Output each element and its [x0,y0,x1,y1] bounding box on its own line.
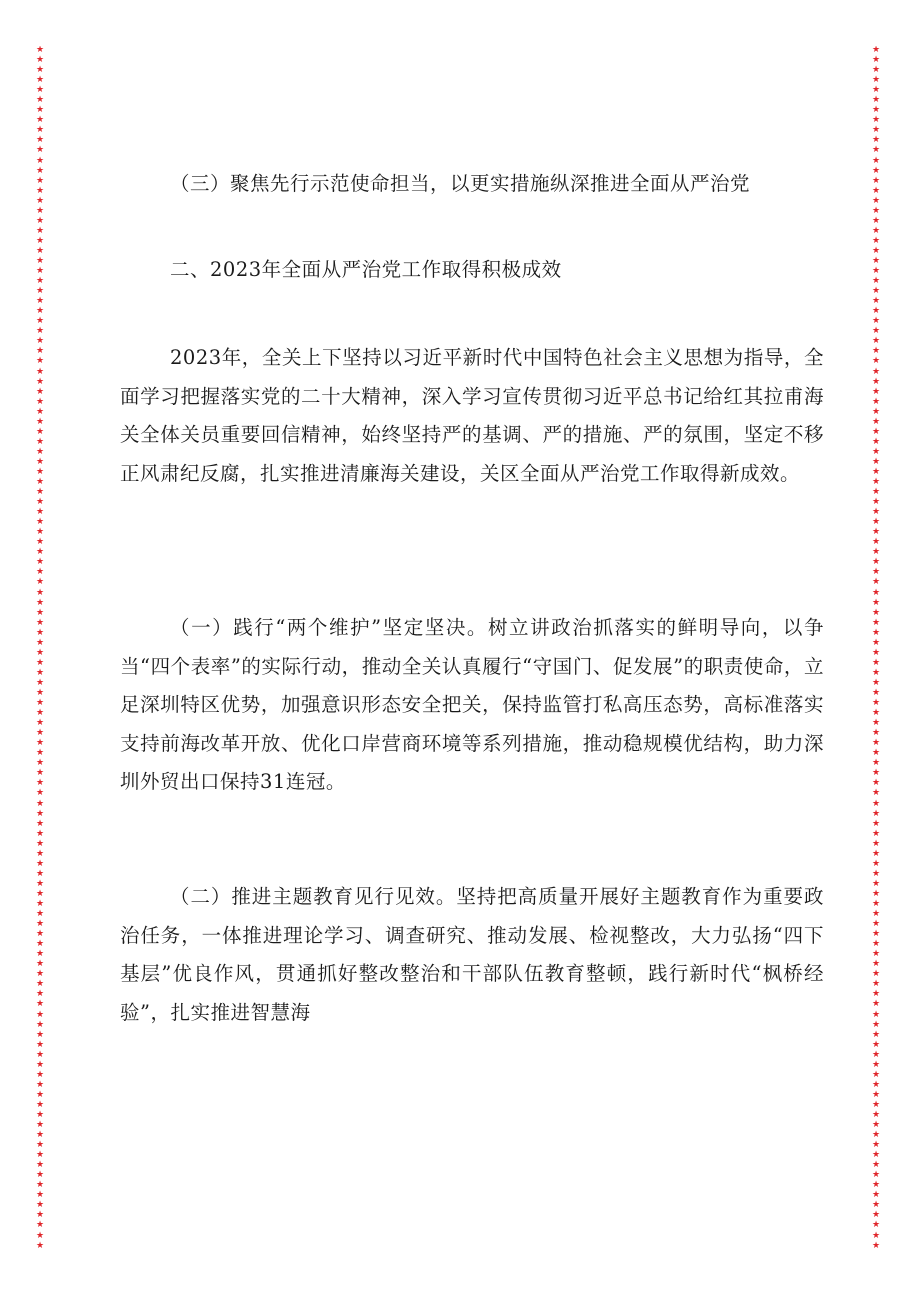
star-icon: ★ [871,577,881,588]
star-icon: ★ [35,235,45,246]
star-icon: ★ [871,698,881,709]
star-icon: ★ [871,185,881,196]
star-icon: ★ [871,356,881,367]
star-icon: ★ [871,949,881,960]
star-icon: ★ [35,1109,45,1120]
star-icon: ★ [871,808,881,819]
star-icon: ★ [35,195,45,206]
star-icon: ★ [35,868,45,879]
star-icon: ★ [871,245,881,256]
star-icon: ★ [35,527,45,538]
star-icon: ★ [35,165,45,176]
star-icon: ★ [871,888,881,899]
star-icon: ★ [871,336,881,347]
star-icon: ★ [35,1009,45,1020]
star-icon: ★ [35,1079,45,1090]
star-icon: ★ [35,1130,45,1141]
star-icon: ★ [871,416,881,427]
star-icon: ★ [871,828,881,839]
star-icon: ★ [35,105,45,116]
star-icon: ★ [35,688,45,698]
star-icon: ★ [871,868,881,879]
star-icon: ★ [35,296,45,307]
star-icon: ★ [35,306,45,317]
star-icon: ★ [35,999,45,1010]
star-icon: ★ [871,1069,881,1080]
star-icon: ★ [871,316,881,327]
star-icon: ★ [35,416,45,427]
star-icon: ★ [871,979,881,990]
star-icon: ★ [35,1200,45,1211]
star-icon: ★ [871,85,881,96]
star-icon: ★ [35,1160,45,1171]
star-icon: ★ [35,728,45,739]
star-icon: ★ [871,738,881,749]
star-icon: ★ [35,929,45,940]
star-icon: ★ [35,607,45,618]
star-icon: ★ [871,778,881,789]
star-icon: ★ [35,175,45,186]
star-icon: ★ [35,798,45,809]
star-icon: ★ [871,1210,881,1221]
star-icon: ★ [871,276,881,287]
star-icon: ★ [35,547,45,558]
star-icon: ★ [35,225,45,236]
star-icon: ★ [871,1240,881,1251]
star-icon: ★ [35,969,45,980]
star-icon: ★ [871,1079,881,1090]
star-icon: ★ [35,557,45,568]
star-icon: ★ [871,677,881,688]
star-icon: ★ [871,1039,881,1050]
star-icon: ★ [871,607,881,618]
star-icon: ★ [871,1160,881,1171]
star-icon: ★ [871,1059,881,1070]
star-icon: ★ [35,55,45,66]
star-icon: ★ [35,386,45,397]
star-icon: ★ [35,979,45,990]
star-icon: ★ [35,1049,45,1060]
star-icon: ★ [871,657,881,668]
star-icon: ★ [35,888,45,899]
star-icon: ★ [35,898,45,909]
star-icon: ★ [871,627,881,638]
star-icon: ★ [871,466,881,477]
subheading-three: （三）聚焦先行示范使命担当，以更实措施纵深推进全面从严治党 [170,172,751,195]
star-icon: ★ [871,1180,881,1191]
star-icon: ★ [871,567,881,578]
star-icon: ★ [871,647,881,658]
star-icon: ★ [871,537,881,548]
star-icon: ★ [35,1210,45,1221]
star-icon: ★ [871,1049,881,1060]
star-icon: ★ [871,1150,881,1161]
star-icon: ★ [871,728,881,739]
star-icon: ★ [35,587,45,598]
star-icon: ★ [871,517,881,528]
section-heading-two: 二、2023年全面从严治党工作取得积极成效 [170,258,562,281]
star-icon: ★ [35,537,45,548]
star-icon: ★ [35,356,45,367]
star-icon: ★ [35,858,45,869]
star-icon: ★ [35,597,45,608]
star-icon: ★ [871,1230,881,1241]
star-icon: ★ [35,517,45,528]
star-icon: ★ [871,1109,881,1120]
star-icon: ★ [871,436,881,447]
star-icon: ★ [871,909,881,920]
star-icon: ★ [871,306,881,317]
star-icon: ★ [871,296,881,307]
star-icon: ★ [35,1089,45,1100]
star-icon: ★ [871,507,881,518]
star-icon: ★ [35,185,45,196]
star-icon: ★ [871,386,881,397]
star-icon: ★ [871,748,881,759]
star-icon: ★ [871,848,881,859]
star-icon: ★ [35,1039,45,1050]
star-icon: ★ [35,1220,45,1231]
star-icon: ★ [871,155,881,166]
star-icon: ★ [35,768,45,779]
intro-paragraph: 2023年，全关上下坚持以习近平新时代中国特色社会主义思想为指导，全面学习把握落实党的二十大精神，深入学习宣传贯彻习近平总书记给红其拉甫海关全体关员重要回信精神，始终坚持严的基调、严的措施、严的氛围，坚定不移正风肃纪反腐，扎实推进清廉海关建设，关区全面从严治党工作取得新成效。 [120,346,824,485]
star-icon: ★ [35,677,45,688]
star-icon: ★ [871,708,881,719]
star-icon: ★ [35,155,45,166]
star-icon: ★ [871,426,881,437]
star-icon: ★ [35,919,45,930]
star-icon: ★ [871,989,881,1000]
star-icon: ★ [35,1029,45,1040]
star-icon: ★ [871,637,881,648]
paragraph-one: （一）践行“两个维护”坚定坚决。树立讲政治抓落实的鲜明导向，以争当“四个表率”的实际行动，推动全关认真履行“守国门、促发展”的职责使命，立足深圳特区优势，加强意识形态安全把关，保持监管打私高压态势，高标准落实支持前海改革开放、优化口岸营商环境等系列措施，推动稳规模优结构，助力深圳外贸出口保持31连冠。 [120,616,824,793]
star-icon: ★ [871,919,881,930]
star-icon: ★ [35,1069,45,1080]
star-icon: ★ [35,255,45,266]
star-icon: ★ [35,617,45,628]
star-icon: ★ [35,778,45,789]
star-icon: ★ [871,1200,881,1211]
star-icon: ★ [35,647,45,658]
star-icon: ★ [871,115,881,126]
star-icon: ★ [871,898,881,909]
star-icon: ★ [35,466,45,477]
star-icon: ★ [871,617,881,628]
star-icon: ★ [871,225,881,236]
star-icon: ★ [35,46,45,55]
star-icon: ★ [35,1180,45,1191]
star-icon: ★ [871,65,881,76]
star-icon: ★ [871,1120,881,1131]
star-icon: ★ [35,507,45,518]
star-icon: ★ [871,597,881,608]
star-icon: ★ [871,557,881,568]
star-icon: ★ [35,336,45,347]
left-star-border [34,46,46,1252]
star-icon: ★ [35,376,45,387]
star-icon: ★ [35,286,45,297]
star-icon: ★ [871,1130,881,1141]
star-icon: ★ [35,1019,45,1030]
star-icon: ★ [871,497,881,508]
star-icon: ★ [871,145,881,156]
star-icon: ★ [871,858,881,869]
star-icon: ★ [871,768,881,779]
star-icon: ★ [35,738,45,749]
paragraph-two: （二）推进主题教育见行见效。坚持把高质量开展好主题教育作为重要政治任务，一体推进理论学习、调查研究、推动发展、检视整改，大力弘扬“四下基层”优良作风，贯通抓好整改整治和干部队伍教育整顿，践行新时代“枫桥经验”，扎实推进智慧海 [120,885,824,1024]
star-icon: ★ [871,959,881,970]
star-icon: ★ [35,326,45,337]
star-icon: ★ [871,939,881,950]
star-icon: ★ [871,235,881,246]
star-icon: ★ [871,1190,881,1201]
star-icon: ★ [871,396,881,407]
star-icon: ★ [35,477,45,488]
star-icon: ★ [871,688,881,698]
star-icon: ★ [871,1220,881,1231]
star-icon: ★ [871,75,881,86]
star-icon: ★ [871,1099,881,1110]
star-icon: ★ [871,1019,881,1030]
star-icon: ★ [871,878,881,889]
star-icon: ★ [35,567,45,578]
star-icon: ★ [871,1089,881,1100]
star-icon: ★ [35,1230,45,1241]
star-icon: ★ [35,426,45,437]
right-star-border [870,46,882,1252]
star-icon: ★ [871,487,881,498]
star-icon: ★ [35,1150,45,1161]
star-icon: ★ [35,718,45,729]
star-icon: ★ [35,1140,45,1151]
star-icon: ★ [35,446,45,457]
star-icon: ★ [35,637,45,648]
star-icon: ★ [35,828,45,839]
star-icon: ★ [35,748,45,759]
star-icon: ★ [35,205,45,216]
star-icon: ★ [35,627,45,638]
star-icon: ★ [35,115,45,126]
star-icon: ★ [871,788,881,799]
star-icon: ★ [35,75,45,86]
star-icon: ★ [871,286,881,297]
star-icon: ★ [871,1029,881,1040]
star-icon: ★ [35,487,45,498]
star-icon: ★ [35,1099,45,1110]
star-icon: ★ [871,255,881,266]
star-icon: ★ [871,547,881,558]
star-icon: ★ [871,366,881,377]
star-icon: ★ [35,1240,45,1251]
star-icon: ★ [871,527,881,538]
star-icon: ★ [35,266,45,277]
star-icon: ★ [35,215,45,226]
star-icon: ★ [871,205,881,216]
star-icon: ★ [35,1059,45,1070]
star-icon: ★ [35,396,45,407]
star-icon: ★ [871,165,881,176]
star-icon: ★ [35,577,45,588]
star-icon: ★ [35,406,45,417]
star-icon: ★ [871,1009,881,1020]
star-icon: ★ [35,758,45,769]
star-icon: ★ [35,838,45,849]
star-icon: ★ [871,1140,881,1151]
star-icon: ★ [871,135,881,146]
star-icon: ★ [871,406,881,417]
star-icon: ★ [871,326,881,337]
star-icon: ★ [35,436,45,447]
star-icon: ★ [871,266,881,277]
star-icon: ★ [35,245,45,256]
star-icon: ★ [871,929,881,940]
star-icon: ★ [871,587,881,598]
star-icon: ★ [871,667,881,678]
star-icon: ★ [35,1190,45,1201]
star-icon: ★ [871,125,881,136]
star-icon: ★ [35,65,45,76]
star-icon: ★ [871,55,881,66]
star-icon: ★ [35,909,45,920]
star-icon: ★ [871,376,881,387]
star-icon: ★ [35,1170,45,1181]
star-icon: ★ [871,105,881,116]
star-icon: ★ [35,808,45,819]
star-icon: ★ [35,316,45,327]
star-icon: ★ [35,657,45,668]
star-icon: ★ [871,758,881,769]
star-icon: ★ [871,999,881,1010]
star-icon: ★ [871,838,881,849]
star-icon: ★ [35,878,45,889]
star-icon: ★ [35,276,45,287]
star-icon: ★ [871,456,881,467]
star-icon: ★ [35,848,45,859]
star-icon: ★ [35,497,45,508]
star-icon: ★ [871,46,881,55]
star-icon: ★ [871,446,881,457]
star-icon: ★ [871,215,881,226]
star-icon: ★ [35,698,45,709]
star-icon: ★ [35,125,45,136]
star-icon: ★ [35,708,45,719]
star-icon: ★ [871,175,881,186]
star-icon: ★ [35,145,45,156]
star-icon: ★ [35,85,45,96]
star-icon: ★ [35,989,45,1000]
star-icon: ★ [35,135,45,146]
star-icon: ★ [871,195,881,206]
star-icon: ★ [871,718,881,729]
star-icon: ★ [35,818,45,829]
star-icon: ★ [871,95,881,106]
star-icon: ★ [35,95,45,106]
star-icon: ★ [35,366,45,377]
star-icon: ★ [35,456,45,467]
star-icon: ★ [35,346,45,357]
star-icon: ★ [35,959,45,970]
star-icon: ★ [35,788,45,799]
star-icon: ★ [871,346,881,357]
star-icon: ★ [871,969,881,980]
star-icon: ★ [35,1120,45,1131]
star-icon: ★ [871,477,881,488]
star-icon: ★ [871,798,881,809]
star-icon: ★ [871,1170,881,1181]
star-icon: ★ [871,818,881,829]
star-icon: ★ [35,939,45,950]
star-icon: ★ [35,667,45,678]
star-icon: ★ [35,949,45,960]
